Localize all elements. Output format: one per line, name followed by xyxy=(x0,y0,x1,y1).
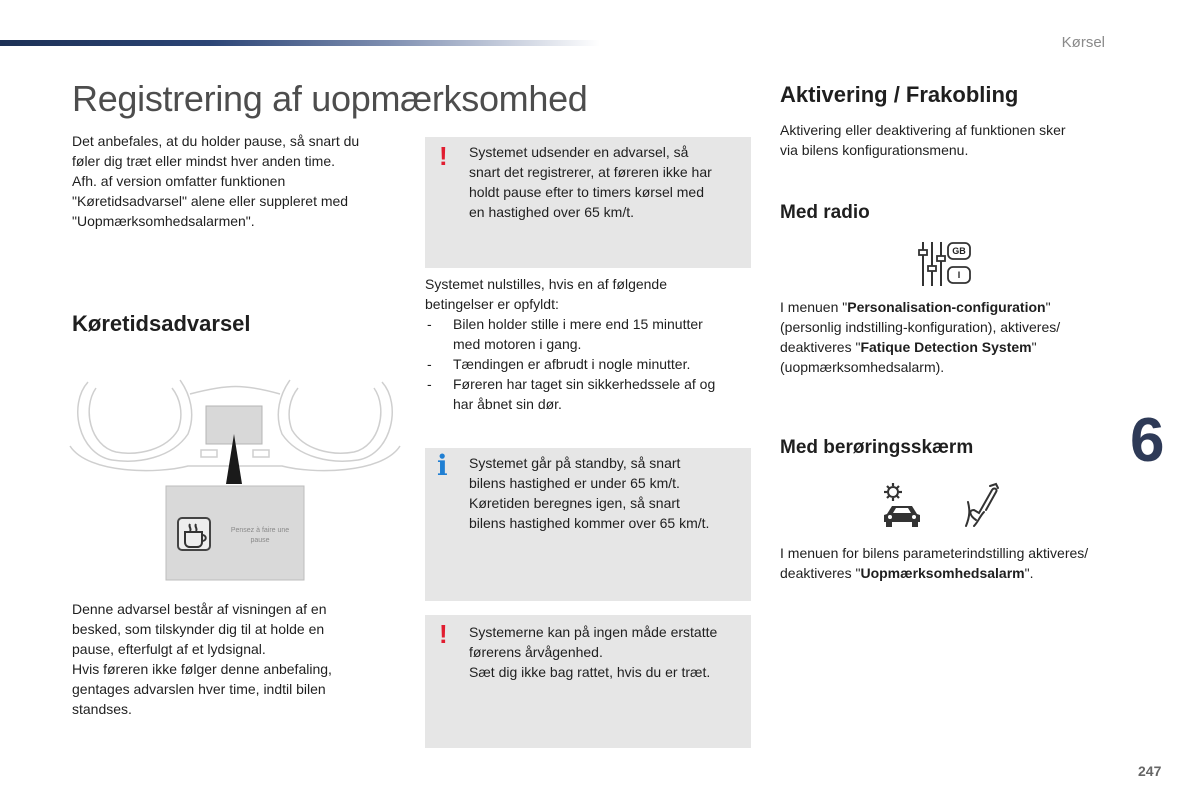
text-fragment: deaktiveres " xyxy=(780,339,861,355)
warning-icon: ! xyxy=(439,141,448,171)
warning-icon: ! xyxy=(439,619,448,649)
condition-line: har åbnet sin dør. xyxy=(453,396,562,412)
touchscreen-line xyxy=(780,563,1125,583)
warning-text xyxy=(469,622,744,682)
touchscreen-heading: Med berøringsskærm xyxy=(780,437,974,458)
warning-line: holdt pause efter to timers kørsel med xyxy=(469,184,704,200)
warning-text xyxy=(469,142,744,222)
dashboard-message-line: pause xyxy=(250,537,270,544)
intro-line: Afh. af version omfatter funktionen xyxy=(72,173,286,189)
driving-time-heading: Køretidsadvarsel xyxy=(72,311,251,336)
intro-line: Det anbefales, at du holder pause, så snart du xyxy=(72,133,360,149)
description-line: standses. xyxy=(72,701,132,717)
condition-line: - Føreren har taget sin sikkerhedssele af og xyxy=(453,376,716,392)
function-name: Fatique Detection System xyxy=(860,339,1032,355)
radio-line: (personlig indstilling-konfiguration), aktiveres/ xyxy=(780,319,1061,335)
language-label-i: I xyxy=(957,270,961,280)
car-settings-icon xyxy=(884,483,902,501)
condition-item xyxy=(425,354,755,374)
info-box xyxy=(425,448,751,601)
activation-line: via bilens konfigurationsmenu. xyxy=(780,142,969,158)
warning-line: Sæt dig ikke bag rattet, hvis du er træt. xyxy=(469,664,711,680)
dashboard-message-line: Pensez à faire une xyxy=(230,527,290,534)
activation-heading: Aktivering / Frakobling xyxy=(780,82,1019,107)
section-label: Kørsel xyxy=(1061,34,1105,51)
info-text xyxy=(469,453,744,533)
radio-instructions xyxy=(780,297,1125,377)
reset-line: Systemet nulstilles, hvis en af følgende xyxy=(425,276,668,292)
touchscreen-line: I menuen for bilens parameterindstilling aktiveres/ xyxy=(780,545,1089,561)
radio-line xyxy=(780,337,1125,357)
info-line: bilens hastighed er under 65 km/t. xyxy=(469,475,680,491)
page-number: 247 xyxy=(1138,763,1162,779)
instrument-cluster-drawing xyxy=(68,374,402,584)
warning-box xyxy=(425,615,751,748)
info-line: bilens hastighed kommer over 65 km/t. xyxy=(469,515,710,531)
info-line: Systemet går på standby, så snart xyxy=(469,455,681,471)
description-line: Denne advarsel består af visningen af en xyxy=(72,601,327,617)
touchscreen-instructions xyxy=(780,543,1125,583)
touch-hand-icon xyxy=(966,484,998,526)
radio-line xyxy=(780,297,1125,317)
reset-conditions xyxy=(425,274,755,414)
touchscreen-icons xyxy=(878,482,1004,530)
description-line: pause, efterfulgt af et lydsignal. xyxy=(72,641,266,657)
intro-line: "Køretidsadvarsel" alene eller suppleret med xyxy=(72,193,349,209)
condition-line: - Tændingen er afbrudt i nogle minutter. xyxy=(453,356,691,372)
info-icon: i xyxy=(437,449,448,482)
text-fragment: I menuen " xyxy=(780,299,848,315)
intro-line: "Uopmærksomhedsalarmen". xyxy=(72,213,255,229)
text-fragment: deaktiveres " xyxy=(780,565,861,581)
intro-paragraph xyxy=(72,131,412,231)
warning-line: Systemet udsender en advarsel, så xyxy=(469,144,689,160)
dashboard-illustration xyxy=(68,374,402,584)
language-label-gb: GB xyxy=(952,246,966,256)
dashboard-message xyxy=(218,526,302,546)
info-line: Køretiden beregnes igen, så snart xyxy=(469,495,680,511)
reset-line: betingelser er opfyldt: xyxy=(425,296,559,312)
description-line: Hvis føreren ikke følger denne anbefaling, xyxy=(72,661,332,677)
description-line: gentages advarslen hver time, indtil bilen xyxy=(72,681,326,697)
warning-line: Systemerne kan på ingen måde erstatte xyxy=(469,624,718,640)
chapter-number: 6 xyxy=(1130,406,1165,475)
text-fragment: ". xyxy=(1024,565,1034,581)
warning-line: førerens årvågenhed. xyxy=(469,644,603,660)
warning-line: en hastighed over 65 km/t. xyxy=(469,204,634,220)
header-bar xyxy=(0,40,600,46)
description-line: besked, som tilskynder dig til at holde en xyxy=(72,621,325,637)
activation-line: Aktivering eller deaktivering af funktionen sker xyxy=(780,122,1066,138)
touchscreen-icon-group xyxy=(878,482,1004,530)
function-name: Uopmærksomhedsalarm xyxy=(860,565,1025,581)
text-fragment: " xyxy=(1031,339,1037,355)
condition-item xyxy=(425,374,755,414)
warning-line: snart det registrerer, at føreren ikke har xyxy=(469,164,712,180)
condition-line: med motoren i gang. xyxy=(453,336,582,352)
page-title: Registrering af uopmærksomhed xyxy=(72,78,588,119)
conditions-list xyxy=(425,314,755,414)
intro-line: føler dig træt eller mindst hver anden time. xyxy=(72,153,335,169)
car-icon xyxy=(884,506,920,527)
radio-line: (uopmærksomhedsalarm). xyxy=(780,359,945,375)
menu-name: Personalisation-configuration xyxy=(847,299,1046,315)
text-fragment: " xyxy=(1045,299,1051,315)
activation-text xyxy=(780,120,1125,160)
warning-box xyxy=(425,137,751,268)
condition-line: - Bilen holder stille i mere end 15 minutter xyxy=(453,316,703,332)
condition-item xyxy=(425,314,755,354)
radio-settings-icon xyxy=(916,240,974,288)
radio-heading: Med radio xyxy=(780,202,870,223)
warning-description xyxy=(72,599,412,719)
